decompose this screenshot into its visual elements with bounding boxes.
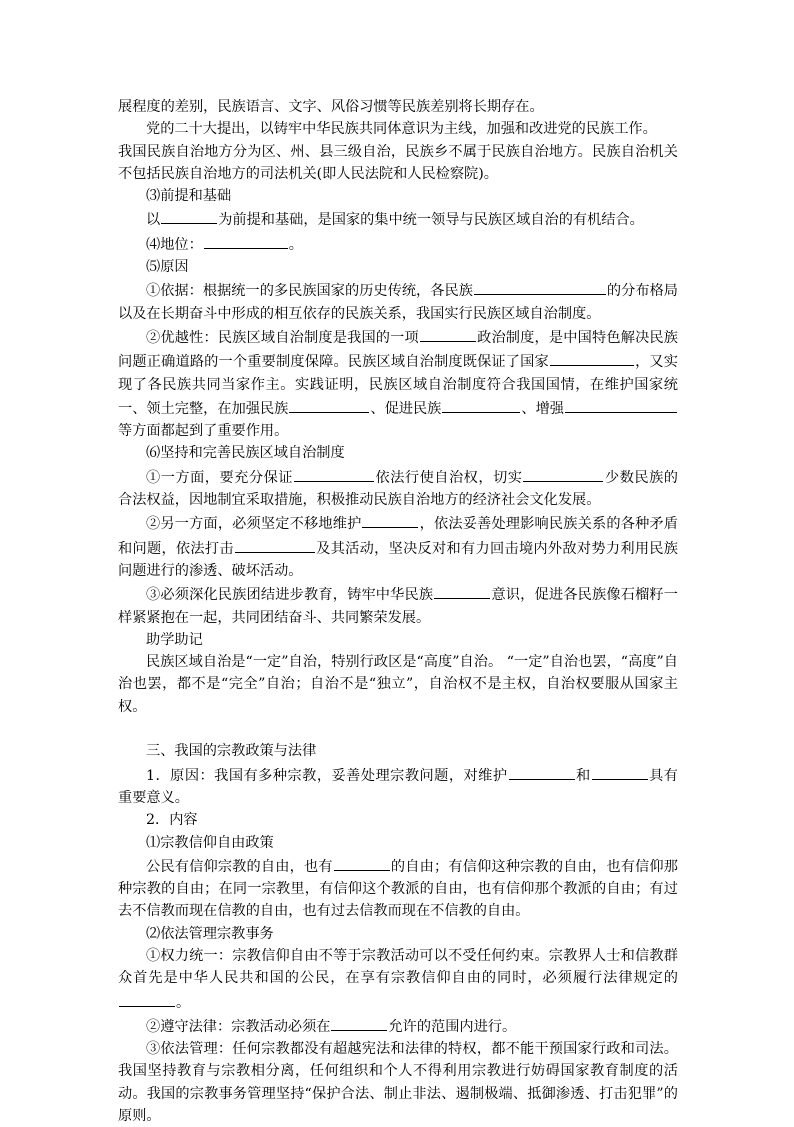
subsection-title: [118, 832, 678, 854]
fill-blank[interactable]: [420, 325, 476, 342]
paragraph: [118, 465, 678, 512]
text: 党的二十大提出，以铸牢中华民族共同体意识为主线，加强和改进党的民族工作。: [146, 121, 657, 138]
text: 以: [146, 212, 161, 229]
text: 三、我国的宗教政策与法律: [146, 743, 317, 760]
fill-blank[interactable]: [442, 396, 520, 413]
text: 的自由；有信仰这种宗教的自由，也有信仰那种宗教的自由；在同一宗教里，有信仰这个教派的自由，也有信仰那个教派的自由；有过去不信教而现在信教的自由，也有过去信教而现在不信教的自由。: [118, 858, 678, 920]
paragraph: [118, 511, 678, 582]
paragraph: [118, 582, 678, 629]
subsection-title: [118, 923, 678, 945]
text: ①依据：根据统一的多民族国家的历史传统，各民族: [146, 283, 473, 300]
text: 的分布格局以及在长期奋斗中形成的相互依存的民族关系，我国实行民族区域自治制度。: [118, 283, 678, 322]
text: ⑶前提和基础: [146, 188, 232, 205]
fill-blank[interactable]: [592, 763, 648, 780]
paragraph: [118, 854, 678, 923]
fill-blank[interactable]: [565, 396, 677, 413]
text: 少数民族的合法权益，因地制宜采取措施，积极推动民族自治地方的经济社会文化发展。: [118, 469, 678, 509]
text: 等方面都起到了重要作用。: [118, 423, 289, 440]
fill-blank[interactable]: [474, 278, 606, 295]
text: ⑷地位：: [146, 236, 203, 253]
paragraph: [118, 809, 678, 831]
text: ②遵守法律：宗教活动必须在: [146, 1018, 331, 1035]
text: 允许的范围内进行。: [388, 1018, 517, 1035]
paragraph: [118, 207, 678, 231]
text: ①权力统一：宗教信仰自由不等于宗教活动可以不受任何约束。宗教界人士和信教群众首先是中华人民共和国的公民，在享有宗教信仰自由的同时，必须履行法律规定的: [118, 947, 678, 987]
fill-blank[interactable]: [235, 536, 315, 553]
fill-blank[interactable]: [289, 396, 369, 413]
fill-blank[interactable]: [362, 511, 418, 528]
paragraph: [118, 278, 678, 325]
fill-blank[interactable]: [119, 990, 175, 1007]
tip-title: [118, 629, 678, 651]
text: 和: [575, 767, 591, 784]
paragraph: [118, 141, 678, 186]
text: ⑵依法管理宗教事务: [146, 925, 274, 942]
document-body: [118, 96, 678, 1127]
text: ，又实现了各民族共同当家作主。实践证明，民族区域自治制度符合我国国情，在维护国家统一、领土完整，在加强民族: [118, 354, 678, 417]
text: 。: [288, 236, 303, 253]
paragraph: [118, 325, 678, 442]
fill-blank[interactable]: [334, 854, 390, 871]
text: 民族区域自治是“一定”自治，特别行政区是“高度”自治。 “一定”自治也罢，“高度”自治也罢，都不是“完全”自治；自治不是“独立”，自治权不是主权，自治权要服从国家主权。: [118, 654, 678, 715]
text: ②优越性：民族区域自治制度是我国的一项: [146, 329, 419, 346]
text: ③依法管理：任何宗教都没有超越宪法和法律的特权，都不能干预国家行政和司法。我国坚持教育与宗教相分离，任何组织和个人不得利用宗教进行妨碍国家教育制度的活动。我国的宗教事务管理坚持“保护合法、制止非法、遏制极端、抵御渗透、打击犯罪”的原则。: [118, 1041, 678, 1125]
text: 助学助记: [146, 631, 203, 648]
text: ⑴宗教信仰自由政策: [146, 834, 274, 851]
text: ⑹坚持和完善民族区域自治制度: [146, 445, 345, 462]
fill-blank[interactable]: [523, 465, 603, 482]
paragraph: [118, 118, 678, 140]
text: 及其活动，坚决反对和有力回击境内外敌对势力利用民族问题进行的渗透、破坏活动。: [118, 540, 678, 579]
paragraph: [118, 232, 678, 256]
fill-blank[interactable]: [161, 207, 217, 224]
text: 展程度的差别，民族语言、文字、风俗习惯等民族差别将长期存在。: [118, 99, 544, 115]
subsection-title: [118, 256, 678, 278]
section-title: [118, 740, 678, 762]
text: 。: [176, 994, 191, 1011]
text: 公民有信仰宗教的自由，也有: [146, 858, 333, 875]
text: 政治制度，是中国特色解决民族问题正确道路的一个重要制度保障。民族区域自治制度既保证了国家: [118, 329, 678, 371]
paragraph: [118, 945, 678, 1014]
subsection-title: [118, 185, 678, 207]
paragraph: [118, 763, 678, 810]
text: 2．内容: [146, 812, 198, 829]
text: ①一方面，要充分保证: [146, 469, 293, 486]
text: 我国民族自治地方分为区、州、县三级自治，民族乡不属于民族自治地方。民族自治机关不包括民族自治地方的司法机关(即人民法院和人民检察院)。: [118, 143, 678, 182]
text: 具有重要意义。: [118, 767, 678, 806]
text: 意识，促进各民族像石榴籽一样紧紧抱在一起，共同团结奋斗、共同繁荣发展。: [118, 587, 678, 626]
text: ②另一方面，必须坚定不移地维护: [146, 516, 362, 533]
paragraph: [118, 96, 678, 118]
subsection-title: [118, 442, 678, 464]
text: ③必须深化民族团结进步教育，铸牢中华民族: [146, 587, 434, 604]
fill-blank[interactable]: [331, 1014, 387, 1031]
text: 、促进民族: [370, 400, 442, 417]
fill-blank[interactable]: [550, 349, 634, 366]
fill-blank[interactable]: [434, 582, 490, 599]
text: 依法行使自治权，切实: [374, 469, 523, 486]
fill-blank[interactable]: [204, 232, 288, 249]
text: ⑸原因: [146, 259, 189, 276]
fill-blank[interactable]: [509, 763, 575, 780]
spacer: [118, 718, 678, 740]
paragraph: [118, 1038, 678, 1127]
tip-body: [118, 651, 678, 718]
text: 1．原因：我国有多种宗教，妥善处理宗教问题，对维护: [146, 767, 508, 784]
text: ，依法妥善处理影响民族关系的各种矛盾和问题，依法打击: [118, 516, 678, 557]
fill-blank[interactable]: [294, 465, 374, 482]
text: 、增强: [521, 400, 564, 417]
text: 为前提和基础，是国家的集中统一领导与民族区域自治的有机结合。: [218, 212, 644, 229]
paragraph: [118, 1014, 678, 1038]
